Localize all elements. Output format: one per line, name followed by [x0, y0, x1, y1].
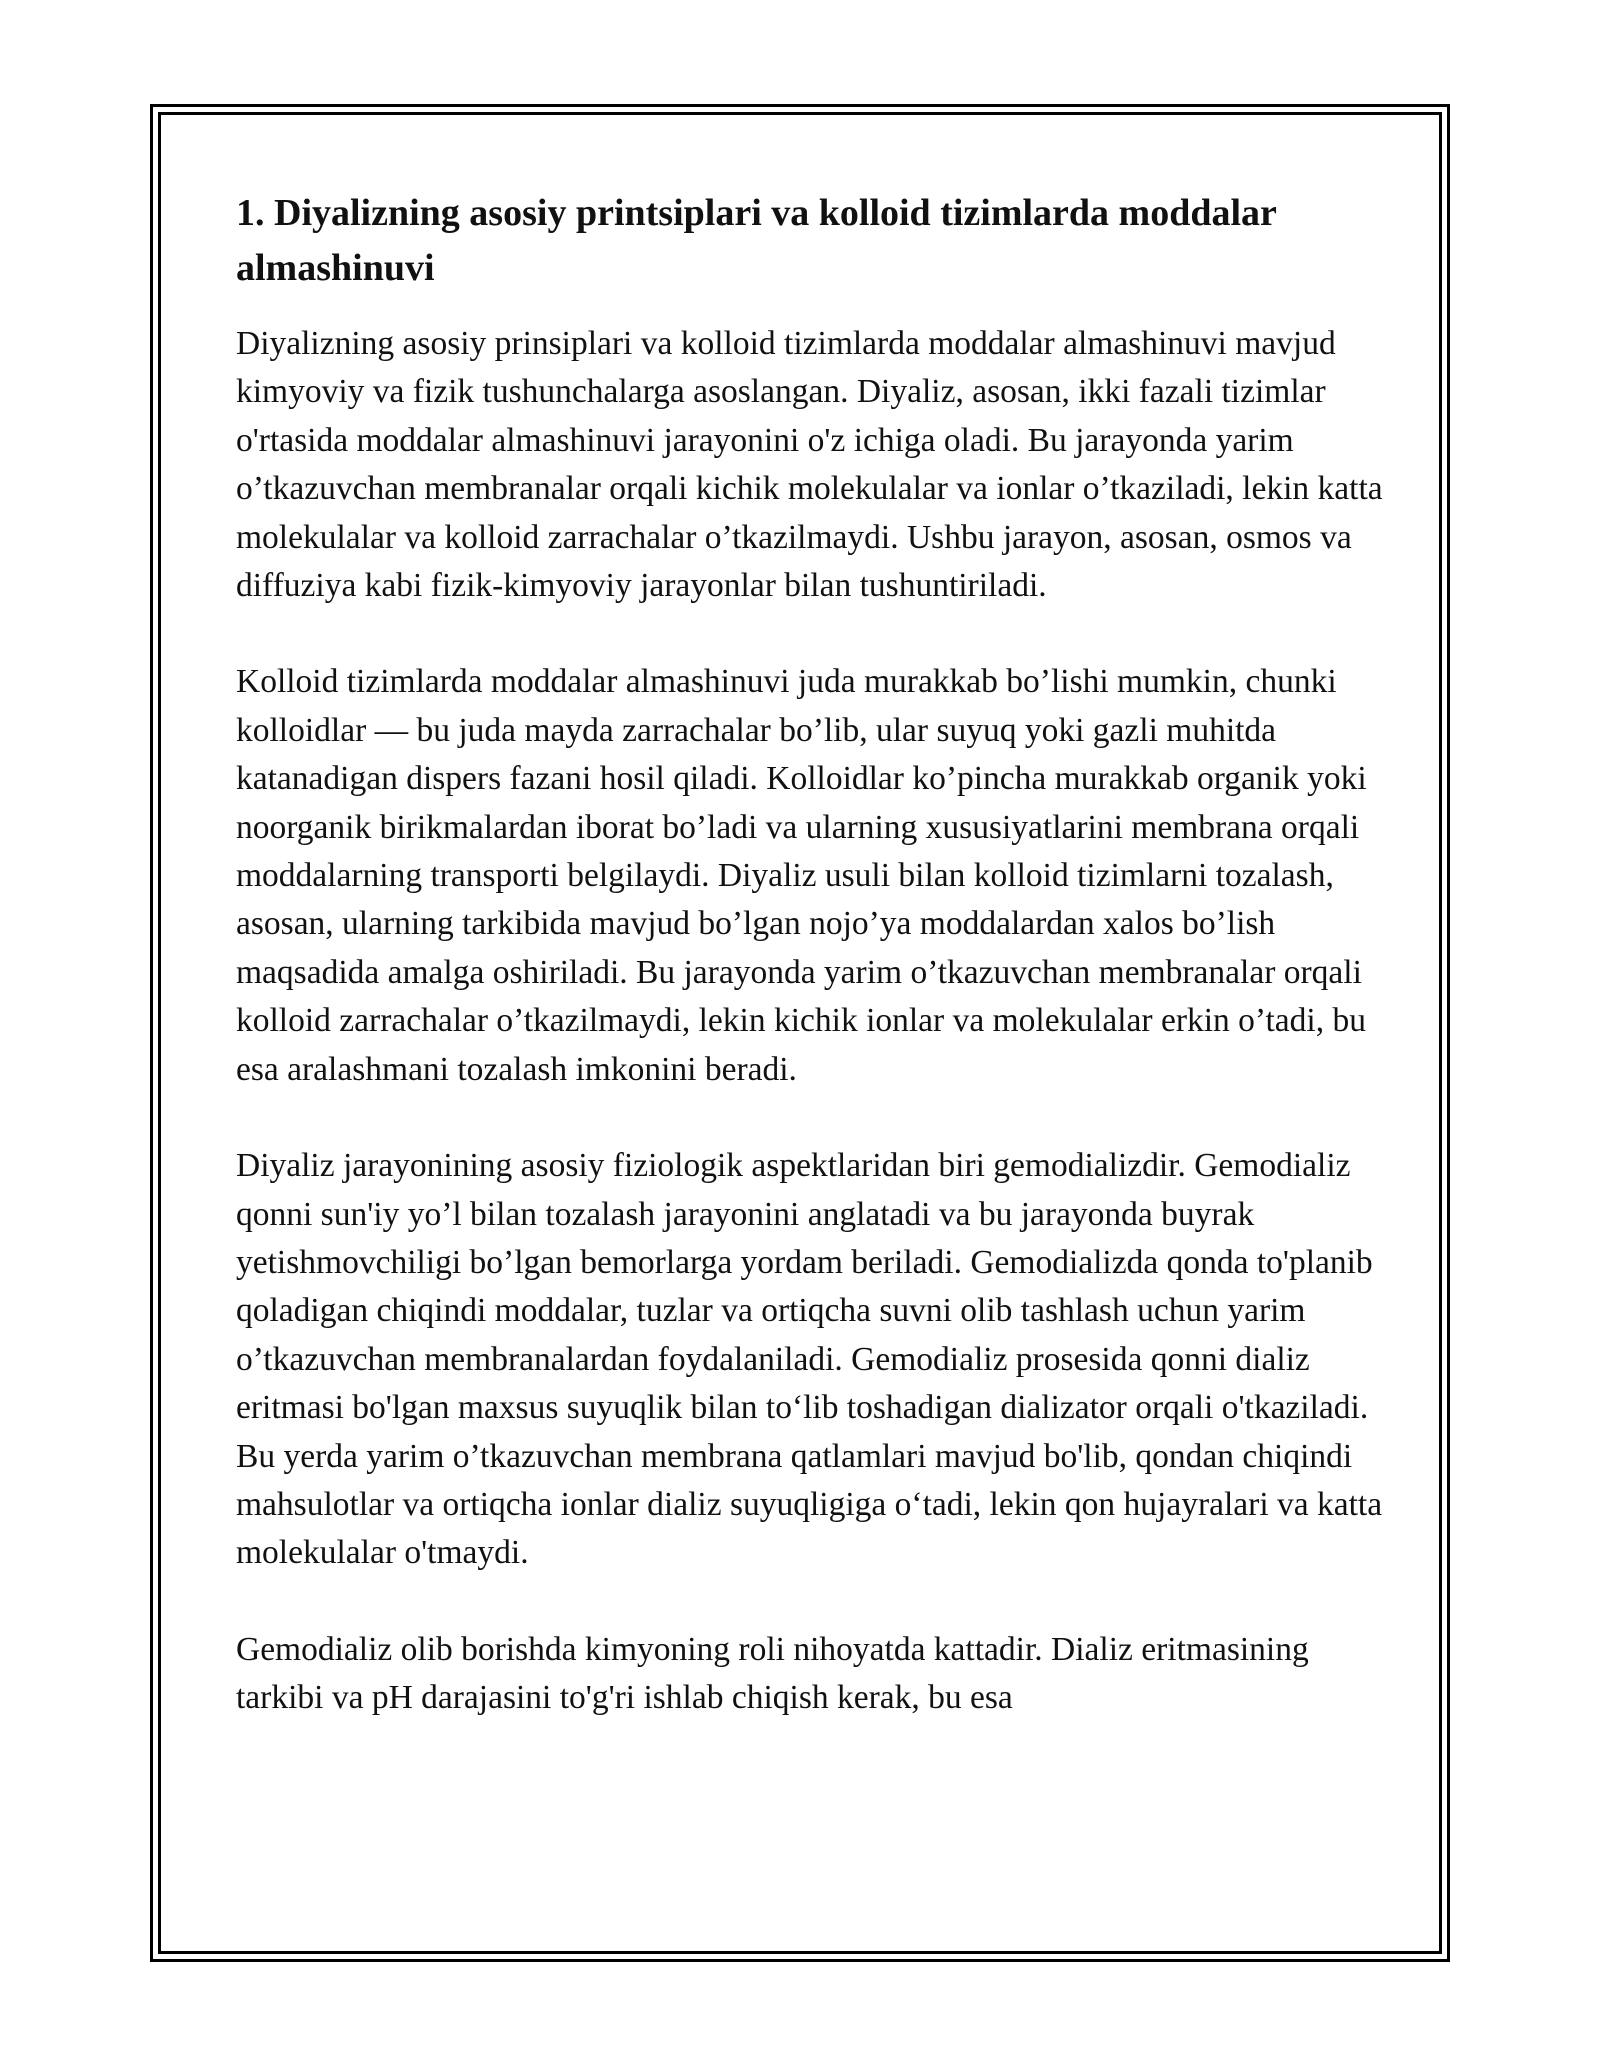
- paragraph-dialysis-principles: Diyalizning asosiy prinsiplari va kolloid tizimlarda moddalar almashinuvi mavjud kimyoviy va fizik tushunchalarga asoslangan. Diyaliz, asosan, ikki fazali tizimlar o'rtasida moddalar almashinuvi jarayonini o'z ichiga oladi. Bu jarayonda yarim o’tkazuvchan membranalar orqali kichik molekulalar va ionlar o’tkaziladi, lekin katta molekulalar va kolloid zarrachalar o’tkazilmaydi. Ushbu jarayon, asosan, osmos va diffuziya kabi fizik-kimyoviy jarayonlar bilan tushuntiriladi.: [236, 325, 1383, 605]
- paragraph-colloid-exchange: Kolloid tizimlarda moddalar almashinuvi juda murakkab bo’lishi mumkin, chunki kolloidlar — bu juda mayda zarrachalar bo’lib, ular suyuq yoki gazli muhitda katanadigan dispers fazani hosil qiladi. Kolloidlar ko’pincha murakkab organik yoki noorganik birikmalardan iborat bo’ladi va ularning xususiyatlarini membrana orqali moddalarning transporti belgilaydi. Diyaliz usuli bilan kolloid tizimlarni tozalash, asosan, ularning tarkibida mavjud bo’lgan nojo’ya moddalardan xalos bo’lish maqsadida amalga oshiriladi. Bu jarayonda yarim o’tkazuvchan membranalar orqali kolloid zarrachalar o’tkazilmaydi, lekin kichik ionlar va molekulalar erkin o’tadi, bu esa aralashmani tozalash imkonini beradi.: [236, 663, 1367, 1088]
- section-heading: 1. Diyalizning asosiy printsiplari va kolloid tizimlarda moddalar almashinuvi: [236, 192, 1277, 289]
- document-body: [236, 186, 1386, 1723]
- paragraph-hemodialysis: Diyaliz jarayonining asosiy fiziologik aspektlaridan biri gemodializdir. Gemodializ qonni sun'iy yo’l bilan tozalash jarayonini anglatadi va bu jarayonda buyrak yetishmovchiligi bo’lgan bemorlarga yordam beriladi. Gemodializda qonda to'planib qoladigan chiqindi moddalar, tuzlar va ortiqcha suvni olib tashlash uchun yarim o’tkazuvchan membranalardan foydalaniladi. Gemodializ prosesida qonni dializ eritmasi bo'lgan maxsus suyuqlik bilan to‘lib toshadigan dializator orqali o'tkaziladi. Bu yerda yarim o’tkazuvchan membrana qatlamlari mavjud bo'lib, qondan chiqindi mahsulotlar va ortiqcha ionlar dializ suyuqligiga o‘tadi, lekin qon hujayralari va katta molekulalar o'tmaydi.: [236, 1147, 1383, 1572]
- paragraph-chemistry-role: Gemodializ olib borishda kimyoning roli nihoyatda kattadir. Dializ eritmasining tarkibi va pH darajasini to'g'ri ishlab chiqish kerak, bu esa: [236, 1630, 1309, 1717]
